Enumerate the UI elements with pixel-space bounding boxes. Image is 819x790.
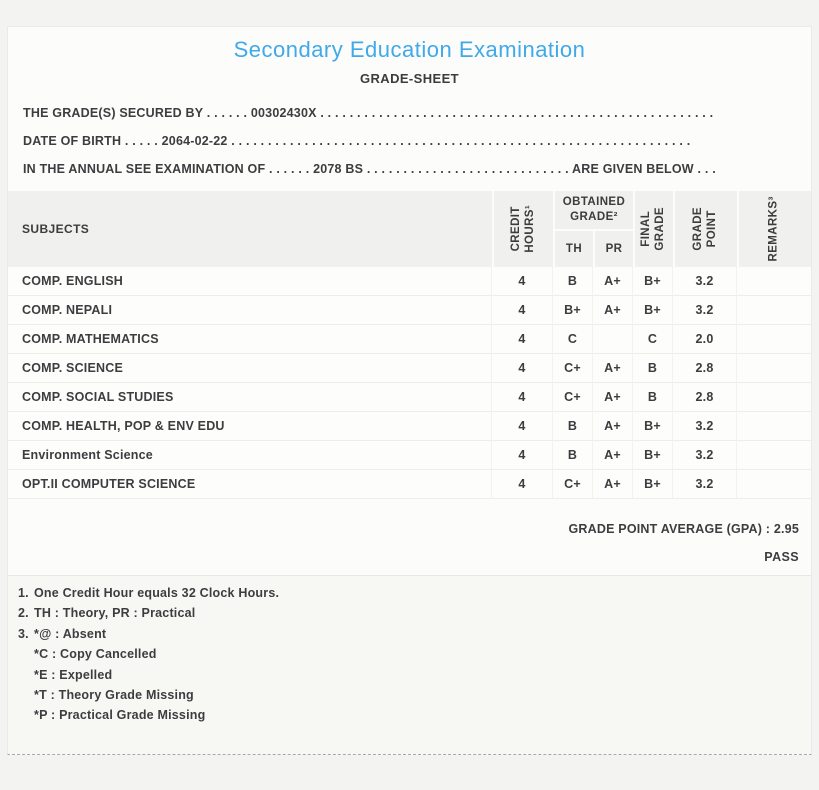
footnote-line [18, 705, 811, 725]
grades-table [8, 191, 811, 499]
pr-grade-cell: A+ [593, 354, 633, 383]
column-header-subjects: SUBJECTS [8, 191, 492, 267]
credit-hours-cell: 4 [492, 441, 553, 470]
remarks-cell [737, 325, 811, 354]
table-row [8, 267, 811, 296]
result-summary [8, 499, 811, 565]
footnote-text: *P : Practical Grade Missing [34, 708, 206, 723]
dot-leader: . . . [697, 162, 716, 176]
column-header-pr: PR [593, 231, 633, 267]
pr-grade-cell: A+ [593, 470, 633, 499]
remarks-line1: REMARKS³ [768, 196, 781, 262]
credit-hours-cell: 4 [492, 412, 553, 441]
final-grade-cell: B [633, 354, 673, 383]
final-grade-cell: B+ [633, 412, 673, 441]
credit-hours-line1: CREDIT [509, 206, 522, 252]
grade-point-cell: 3.2 [673, 296, 737, 325]
candidate-symbol-number: 00302430X [250, 106, 317, 120]
column-header-final-grade [633, 191, 673, 267]
footnote-line [18, 665, 811, 685]
final-grade-cell: B+ [633, 470, 673, 499]
remarks-cell [737, 441, 811, 470]
footnote-line [18, 624, 811, 644]
table-row [8, 296, 811, 325]
footnote-line [18, 583, 811, 603]
final-grade-cell: B+ [633, 441, 673, 470]
remarks-cell [737, 354, 811, 383]
examination-label: IN THE ANNUAL SEE EXAMINATION OF [23, 162, 266, 176]
footnote-marker: 2. [18, 606, 29, 621]
credit-hours-cell: 4 [492, 354, 553, 383]
table-row [8, 470, 811, 499]
remarks-cell [737, 296, 811, 325]
table-row [8, 441, 811, 470]
pr-grade-cell [593, 325, 633, 354]
subject-cell: COMP. SCIENCE [8, 354, 492, 383]
footnote-text: TH : Theory, PR : Practical [34, 606, 196, 621]
footnote-line [18, 644, 811, 664]
th-grade-cell: B [553, 267, 593, 296]
gpa-value: 2.95 [773, 522, 799, 536]
th-grade-cell: B [553, 412, 593, 441]
grade-point-line2: POINT [706, 210, 718, 248]
footnote-line [18, 603, 811, 623]
grade-point-cell: 2.8 [673, 354, 737, 383]
examination-year-value: 2078 BS [313, 162, 364, 176]
grade-point-cell: 3.2 [673, 412, 737, 441]
subject-cell: Environment Science [8, 441, 492, 470]
credit-hours-line2: HOURS¹ [523, 205, 536, 253]
credit-hours-cell: 4 [492, 383, 553, 412]
credit-hours-cell: 4 [492, 296, 553, 325]
info-line-date-of-birth [23, 127, 796, 155]
grade-point-cell: 2.8 [673, 383, 737, 412]
column-header-remarks [737, 191, 811, 267]
dot-leader: . . . . . [124, 134, 158, 148]
footnote-text: One Credit Hour equals 32 Clock Hours. [34, 586, 280, 600]
final-grade-cell: B [633, 383, 673, 412]
footnote-text: *E : Expelled [34, 667, 113, 682]
date-of-birth-label: DATE OF BIRTH [23, 134, 122, 148]
final-grade-cell: B+ [633, 267, 673, 296]
dot-leader: . . . . . . [268, 162, 310, 176]
remarks-cell [737, 267, 811, 296]
column-header-obtained-grade: OBTAINED GRADE² [553, 191, 633, 231]
dot-leader: . . . . . . . . . . . . . . . . . . . . . . . . . . . . . . . . . . . . . . . . . . . . . . . . . . . . . . . . . . . . . . . [231, 134, 691, 148]
th-grade-cell: C+ [553, 383, 593, 412]
remarks-cell [737, 412, 811, 441]
footnote-text: *T : Theory Grade Missing [34, 688, 194, 703]
candidate-info [8, 99, 811, 183]
gpa-label: GRADE POINT AVERAGE (GPA) : [568, 522, 771, 536]
dot-leader: . . . . . . . . . . . . . . . . . . . . . . . . . . . . . . . . . . . . . . . . . . . . . . . . . . . . . . [320, 106, 714, 120]
subject-cell: COMP. NEPALI [8, 296, 492, 325]
gpa-line [8, 521, 799, 537]
footnote-marker: 1. [18, 586, 29, 600]
footnotes-section [8, 575, 811, 754]
th-grade-cell: C+ [553, 470, 593, 499]
pr-grade-cell: A+ [593, 267, 633, 296]
pr-grade-cell: A+ [593, 383, 633, 412]
pr-grade-cell: A+ [593, 296, 633, 325]
credit-hours-cell: 4 [492, 470, 553, 499]
result-status: PASS [764, 550, 799, 564]
subject-cell: COMP. MATHEMATICS [8, 325, 492, 354]
th-grade-cell: B [553, 441, 593, 470]
grade-point-cell: 2.0 [673, 325, 737, 354]
table-row [8, 383, 811, 412]
grade-point-cell: 3.2 [673, 441, 737, 470]
final-grade-line1: FINAL [640, 211, 653, 247]
grade-sheet-card [7, 26, 812, 755]
dot-leader: . . . . . . . . . . . . . . . . . . . . . . . . . . . . [366, 162, 569, 176]
table-row [8, 325, 811, 354]
pr-grade-cell: A+ [593, 412, 633, 441]
column-header-grade-point [673, 191, 737, 267]
page-title: Secondary Education Examination [233, 37, 586, 62]
credit-hours-cell: 4 [492, 267, 553, 296]
footnote-text: *@ : Absent [34, 626, 107, 641]
grade-point-cell: 3.2 [673, 470, 737, 499]
grade-point-line1: GRADE [692, 207, 705, 251]
remarks-cell [737, 383, 811, 412]
grade-sheet-subtitle: GRADE-SHEET [359, 71, 460, 86]
footnote-marker: 3. [18, 626, 29, 641]
credit-hours-cell: 4 [492, 325, 553, 354]
grade-point-cell: 3.2 [673, 267, 737, 296]
subject-cell: COMP. HEALTH, POP & ENV EDU [8, 412, 492, 441]
th-grade-cell: C+ [553, 354, 593, 383]
final-grade-cell: C [633, 325, 673, 354]
table-row [8, 354, 811, 383]
subject-cell: COMP. SOCIAL STUDIES [8, 383, 492, 412]
subject-cell: COMP. ENGLISH [8, 267, 492, 296]
subject-cell: OPT.II COMPUTER SCIENCE [8, 470, 492, 499]
footnote-line [18, 685, 811, 705]
are-given-below-label: ARE GIVEN BELOW [572, 162, 694, 176]
th-grade-cell: C [553, 325, 593, 354]
table-row [8, 412, 811, 441]
final-grade-line2: GRADE [654, 207, 666, 251]
secured-by-label: THE GRADE(S) SECURED BY [23, 106, 204, 120]
th-grade-cell: B+ [553, 296, 593, 325]
info-line-examination-year [23, 155, 796, 183]
date-of-birth-value: 2064-02-22 [161, 134, 228, 148]
dot-leader: . . . . . . [206, 106, 248, 120]
footnote-text: *C : Copy Cancelled [34, 647, 157, 662]
column-header-th: TH [553, 231, 593, 267]
remarks-cell [737, 470, 811, 499]
column-header-credit-hours [492, 191, 553, 267]
info-line-secured-by [23, 99, 796, 127]
final-grade-cell: B+ [633, 296, 673, 325]
pr-grade-cell: A+ [593, 441, 633, 470]
